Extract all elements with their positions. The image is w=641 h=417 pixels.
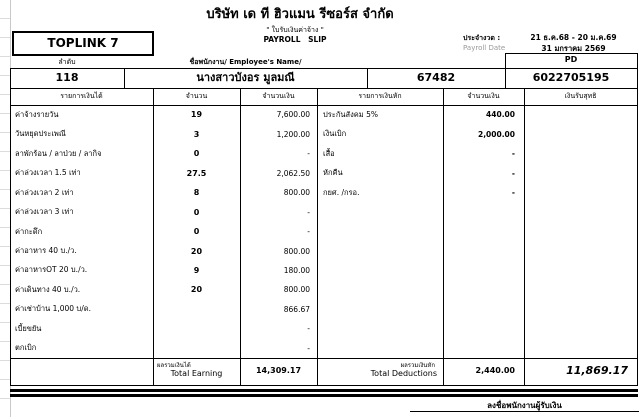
table-row bbox=[10, 222, 637, 241]
table-border bbox=[10, 68, 11, 385]
total-deduction-label: Total Deductions bbox=[370, 369, 437, 378]
period-range: 21 ธ.ค.68 - 20 ม.ค.69 bbox=[530, 33, 617, 42]
table-row bbox=[10, 319, 637, 338]
income-label: ตกเบิก bbox=[15, 343, 37, 353]
income-label: ค่าจ้างรายวัน bbox=[15, 109, 59, 119]
income-qty: 0 bbox=[193, 149, 200, 159]
slip-title-english: PAYROLL SLIP bbox=[263, 35, 327, 44]
income-amount: 1,200.00 bbox=[276, 129, 310, 139]
income-amount: - bbox=[307, 227, 310, 237]
income-label: ค่าล่วงเวลา 3 เท่า bbox=[15, 207, 74, 217]
pd-number: 6022705195 bbox=[532, 71, 610, 84]
cell-border bbox=[367, 68, 368, 88]
column-border bbox=[317, 88, 318, 385]
period-label-english: Payroll Date bbox=[463, 44, 506, 52]
divider bbox=[10, 88, 638, 89]
deduction-amount: - bbox=[511, 149, 515, 159]
income-qty: 0 bbox=[193, 207, 200, 217]
income-qty: 8 bbox=[193, 188, 200, 198]
table-row bbox=[10, 300, 637, 319]
deduction-amount: 440.00 bbox=[486, 110, 515, 120]
income-label: ค่าล่วงเวลา 1.5 เท่า bbox=[15, 168, 81, 178]
net-pay-value: 11,869.17 bbox=[566, 364, 628, 377]
table-row bbox=[10, 280, 637, 299]
income-qty: 19 bbox=[190, 110, 203, 120]
payroll-body bbox=[10, 105, 637, 358]
employee-name-label: ชื่อพนักงาน/ Employee's Name/ bbox=[189, 58, 302, 66]
col-header-deduction-items: รายการเงินหัก bbox=[358, 92, 402, 100]
table-row bbox=[10, 124, 637, 143]
table-row bbox=[10, 202, 637, 221]
employee-name: นางสาวบังอร มูลมณี bbox=[196, 71, 295, 84]
divider bbox=[10, 68, 638, 69]
deduction-label: กยศ. /กรอ. bbox=[323, 187, 360, 197]
column-border bbox=[524, 88, 525, 385]
income-label: ค่าล่วงเวลา 2 เท่า bbox=[15, 187, 74, 197]
table-row bbox=[10, 339, 637, 358]
pd-label: PD bbox=[564, 55, 578, 64]
cell-border bbox=[505, 53, 506, 88]
income-qty: 27.5 bbox=[186, 168, 207, 178]
income-label: วันหยุดประเพณี bbox=[15, 129, 66, 139]
sequence-label: ลำดับ bbox=[58, 58, 76, 66]
table-row bbox=[10, 105, 637, 124]
income-amount: 866.67 bbox=[283, 304, 310, 314]
divider bbox=[10, 385, 638, 386]
income-amount: - bbox=[307, 324, 310, 334]
employee-sequence: 118 bbox=[55, 71, 79, 84]
double-rule-top bbox=[10, 389, 638, 392]
deduction-label: ประกันสังคม 5% bbox=[323, 109, 378, 119]
column-border bbox=[240, 88, 241, 385]
col-header-amount: จำนวนเงิน bbox=[262, 92, 295, 100]
col-header-net: เงินรับสุทธิ bbox=[564, 92, 597, 100]
income-amount: 800.00 bbox=[283, 188, 310, 198]
col-header-deduction-amount: จำนวนเงิน bbox=[467, 92, 500, 100]
income-amount: 180.00 bbox=[283, 265, 310, 275]
company-name: บริษัท เด ที ฮิวแมน รีซอร์ส จำกัด bbox=[206, 7, 394, 22]
income-amount: 800.00 bbox=[283, 246, 310, 256]
divider bbox=[10, 105, 638, 106]
signature-label: ลงชื่อพนักงานผู้รับเงิน bbox=[487, 401, 562, 410]
table-row bbox=[10, 183, 637, 202]
income-amount: 7,600.00 bbox=[276, 110, 310, 120]
deduction-amount: - bbox=[511, 188, 515, 198]
total-earning-label: Total Earning bbox=[170, 369, 223, 378]
col-header-income-items: รายการเงินได้ bbox=[60, 92, 103, 100]
double-rule-bottom bbox=[10, 394, 638, 397]
client-badge: TOPLINK 7 bbox=[12, 31, 154, 56]
payment-date: 31 มกราคม 2569 bbox=[541, 44, 606, 53]
total-earning-value: 14,309.17 bbox=[255, 366, 302, 375]
period-label-thai: ประจำงวด : bbox=[463, 34, 501, 42]
deduction-label: เงินเบิก bbox=[323, 129, 347, 139]
total-earning-label-thai: ผลรวมเงินได้ bbox=[157, 362, 191, 369]
income-label: ค่าอาหารOT 20 บ./ว. bbox=[15, 265, 88, 275]
table-row bbox=[10, 261, 637, 280]
table-row bbox=[10, 163, 637, 182]
income-qty: 20 bbox=[190, 285, 203, 295]
employee-code: 67482 bbox=[416, 71, 456, 84]
deduction-amount: - bbox=[511, 168, 515, 178]
col-header-qty: จำนวน bbox=[185, 92, 208, 100]
total-deduction-label-thai: ผลรวมเงินหัก bbox=[400, 362, 435, 369]
table-border bbox=[637, 53, 638, 385]
income-label: ลาพักร้อน / ลาป่วย / ลากิจ bbox=[15, 148, 102, 158]
income-label: ค่าเดินทาง 40 บ./ว. bbox=[15, 284, 81, 294]
income-label: ค่าอาหาร 40 บ./ว. bbox=[15, 246, 77, 256]
deduction-label: หักคืน bbox=[323, 168, 343, 178]
income-amount: 800.00 bbox=[283, 285, 310, 295]
total-deduction-value: 2,440.00 bbox=[475, 366, 515, 375]
income-label: ค่ากะดึก bbox=[15, 226, 43, 236]
income-label: เบี้ยขยัน bbox=[15, 323, 42, 333]
income-amount: - bbox=[307, 207, 310, 217]
column-border bbox=[443, 88, 444, 385]
table-row bbox=[10, 241, 637, 260]
deduction-label: เสื้อ bbox=[323, 148, 335, 158]
deduction-amount: 2,000.00 bbox=[477, 129, 515, 139]
income-label: ค่าเช่าบ้าน 1,000 บ/ด. bbox=[15, 304, 91, 314]
divider bbox=[505, 53, 638, 54]
column-border bbox=[153, 88, 154, 385]
cell-border bbox=[124, 68, 125, 88]
income-qty: 0 bbox=[193, 227, 200, 237]
signature-line bbox=[410, 411, 639, 412]
income-qty: 20 bbox=[190, 246, 203, 256]
table-row bbox=[10, 144, 637, 163]
income-qty: 9 bbox=[193, 265, 200, 275]
slip-title-thai: " ใบรับเงินค่าจ้าง " bbox=[266, 26, 324, 34]
income-qty: 3 bbox=[193, 129, 200, 139]
divider bbox=[10, 358, 638, 359]
income-amount: - bbox=[307, 343, 310, 353]
income-amount: - bbox=[307, 149, 310, 159]
income-amount: 2,062.50 bbox=[276, 168, 310, 178]
